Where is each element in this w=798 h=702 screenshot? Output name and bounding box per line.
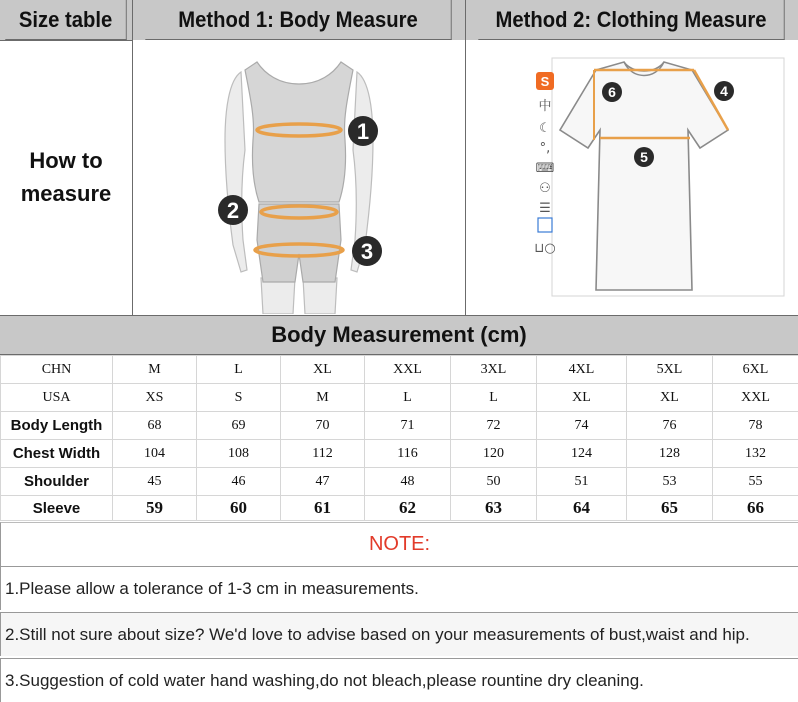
table-cell: 50 xyxy=(451,468,537,496)
header-method-2: Method 2: Clothing Measure xyxy=(478,0,784,40)
table-cell: 72 xyxy=(451,412,537,440)
punctuation-icon[interactable]: °, xyxy=(540,141,551,156)
body-figure-illustration xyxy=(133,40,465,314)
table-cell: 53 xyxy=(627,468,713,496)
table-cell: XS xyxy=(113,384,197,412)
sogou-logo-glyph: S xyxy=(541,74,550,89)
how-to-line-1: How to xyxy=(29,144,102,177)
table-cell: 112 xyxy=(281,440,365,468)
table-cell: 47 xyxy=(281,468,365,496)
table-cell: 65 xyxy=(627,496,713,521)
clothing-measure-panel xyxy=(466,40,798,314)
moon-icon[interactable]: ☾ xyxy=(539,121,551,136)
section-title: Body Measurement (cm) xyxy=(0,315,798,355)
table-cell: 71 xyxy=(365,412,451,440)
marker-4: 4 xyxy=(720,83,728,99)
table-cell: 69 xyxy=(197,412,281,440)
table-cell: XL xyxy=(281,356,365,384)
table-cell: XXL xyxy=(713,384,798,412)
table-cell: 62 xyxy=(365,496,451,521)
table-cell: 55 xyxy=(713,468,798,496)
table-cell: L xyxy=(365,384,451,412)
table-row xyxy=(1,356,798,384)
table-cell: 5XL xyxy=(627,356,713,384)
table-cell: 4XL xyxy=(537,356,627,384)
table-cell: M xyxy=(113,356,197,384)
how-to-line-2: measure xyxy=(21,177,112,210)
size-table xyxy=(0,355,798,521)
row-label: CHN xyxy=(1,356,113,384)
table-cell: 128 xyxy=(627,440,713,468)
table-cell: 108 xyxy=(197,440,281,468)
table-row xyxy=(1,440,798,468)
menu-icon[interactable]: ☰ xyxy=(539,201,551,216)
table-cell: XL xyxy=(627,384,713,412)
row-label: Body Length xyxy=(1,412,113,440)
row-label: Shoulder xyxy=(1,468,113,496)
table-cell: 116 xyxy=(365,440,451,468)
table-cell: 3XL xyxy=(451,356,537,384)
chinese-char-icon[interactable]: 中 xyxy=(538,98,551,114)
table-cell: 45 xyxy=(113,468,197,496)
marker-6: 6 xyxy=(608,84,616,100)
table-cell: 63 xyxy=(451,496,537,521)
note-item-3: 3.Suggestion of cold water hand washing,do not bleach,please rountine dry cleaning. xyxy=(0,658,798,702)
table-cell: 132 xyxy=(713,440,798,468)
table-cell: L xyxy=(451,384,537,412)
table-cell: 59 xyxy=(113,496,197,521)
edit-icon[interactable] xyxy=(538,218,552,232)
table-cell: 61 xyxy=(281,496,365,521)
table-cell: M xyxy=(281,384,365,412)
table-cell: L xyxy=(197,356,281,384)
table-cell: 124 xyxy=(537,440,627,468)
table-cell: 48 xyxy=(365,468,451,496)
table-cell: S xyxy=(197,384,281,412)
table-cell: 6XL xyxy=(713,356,798,384)
marker-5: 5 xyxy=(640,149,648,165)
table-cell: 51 xyxy=(537,468,627,496)
table-cell: 70 xyxy=(281,412,365,440)
ime-side-toolbar[interactable] xyxy=(534,72,556,256)
table-row xyxy=(1,412,798,440)
row-label: Chest Width xyxy=(1,440,113,468)
marker-2: 2 xyxy=(227,198,239,223)
table-row xyxy=(1,384,798,412)
header-method-1: Method 1: Body Measure xyxy=(145,0,451,40)
note-title: NOTE: xyxy=(0,522,798,566)
table-cell: XL xyxy=(537,384,627,412)
marker-3: 3 xyxy=(361,239,373,264)
table-cell: 64 xyxy=(537,496,627,521)
table-cell: 76 xyxy=(627,412,713,440)
user-icon[interactable]: ⚇ xyxy=(539,181,551,196)
note-item-1: 1.Please allow a tolerance of 1-3 cm in measurements. xyxy=(0,566,798,610)
note-item-2: 2.Still not sure about size? We'd love to advise based on your measurements of bust,waist and hip. xyxy=(0,612,798,656)
marker-1: 1 xyxy=(357,119,369,144)
table-cell: 66 xyxy=(713,496,798,521)
tshirt-outline xyxy=(560,62,728,290)
toggle-icon[interactable]: ⊔○ xyxy=(534,241,556,256)
body-measure-panel xyxy=(133,40,465,314)
table-row xyxy=(1,496,798,521)
keyboard-icon[interactable]: ⌨ xyxy=(536,161,555,176)
table-cell: 120 xyxy=(451,440,537,468)
table-cell: XXL xyxy=(365,356,451,384)
table-cell: 46 xyxy=(197,468,281,496)
shirt-figure-illustration xyxy=(466,40,798,314)
table-cell: 74 xyxy=(537,412,627,440)
table-cell: 78 xyxy=(713,412,798,440)
table-cell: 104 xyxy=(113,440,197,468)
header-size-table: Size table xyxy=(5,0,126,40)
row-label: USA xyxy=(1,384,113,412)
table-cell: 68 xyxy=(113,412,197,440)
how-to-measure-label xyxy=(0,40,132,314)
row-label: Sleeve xyxy=(1,496,113,521)
table-cell: 60 xyxy=(197,496,281,521)
table-row xyxy=(1,468,798,496)
